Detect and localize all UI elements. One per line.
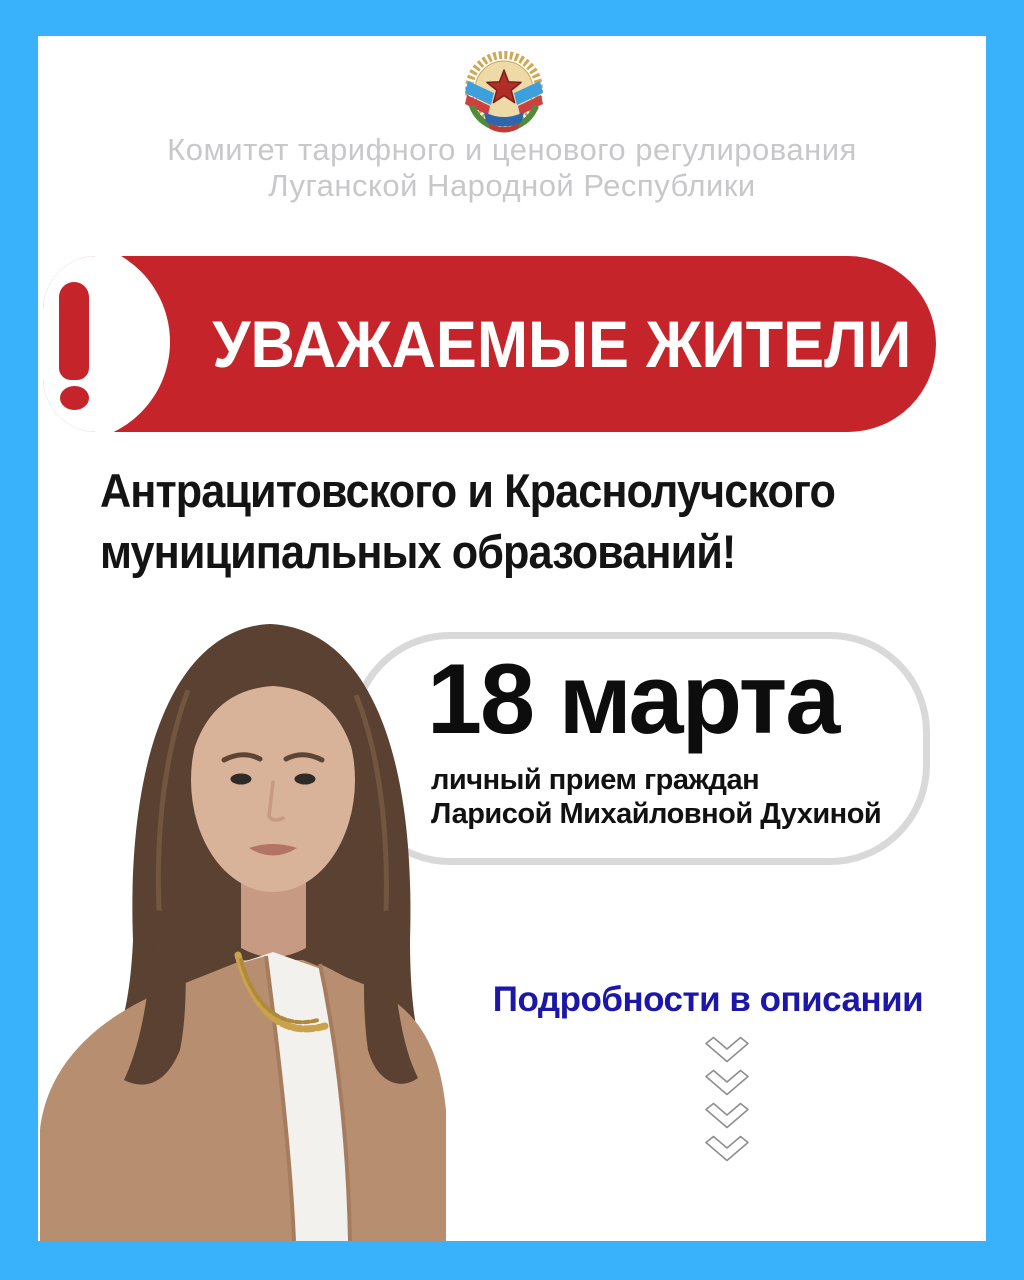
org-name-line2: Луганской Народной Республики	[268, 168, 756, 203]
poster-canvas	[38, 36, 986, 1241]
event-date: 18 марта	[427, 643, 839, 754]
banner-title: УВАЖАЕМЫЕ ЖИТЕЛИ	[212, 307, 911, 381]
event-description	[431, 763, 881, 831]
event-description-line2: Ларисой Михайловной Духиной	[431, 798, 882, 830]
chevron-down-icon	[704, 1135, 750, 1162]
lnr-coat-of-arms-icon	[458, 48, 550, 136]
event-description-line1: личный прием граждан	[431, 764, 760, 796]
chevron-down-icon	[704, 1102, 750, 1129]
details-cta: Подробности в описании	[492, 980, 924, 1019]
chevron-down-icon	[704, 1036, 750, 1063]
alert-banner	[43, 256, 936, 432]
woman-portrait-photo	[38, 610, 468, 1241]
audience-heading-line1: Антрацитовского и Краснолучского	[100, 464, 836, 517]
org-name-line1: Комитет тарифного и ценового регулирования	[167, 132, 857, 167]
org-name	[38, 132, 986, 204]
chevron-group	[704, 1036, 750, 1162]
banner-title-wrap	[203, 256, 920, 432]
audience-heading-line2: муниципальных образований!	[100, 525, 736, 578]
audience-heading	[100, 460, 835, 582]
chevron-down-icon	[704, 1069, 750, 1096]
